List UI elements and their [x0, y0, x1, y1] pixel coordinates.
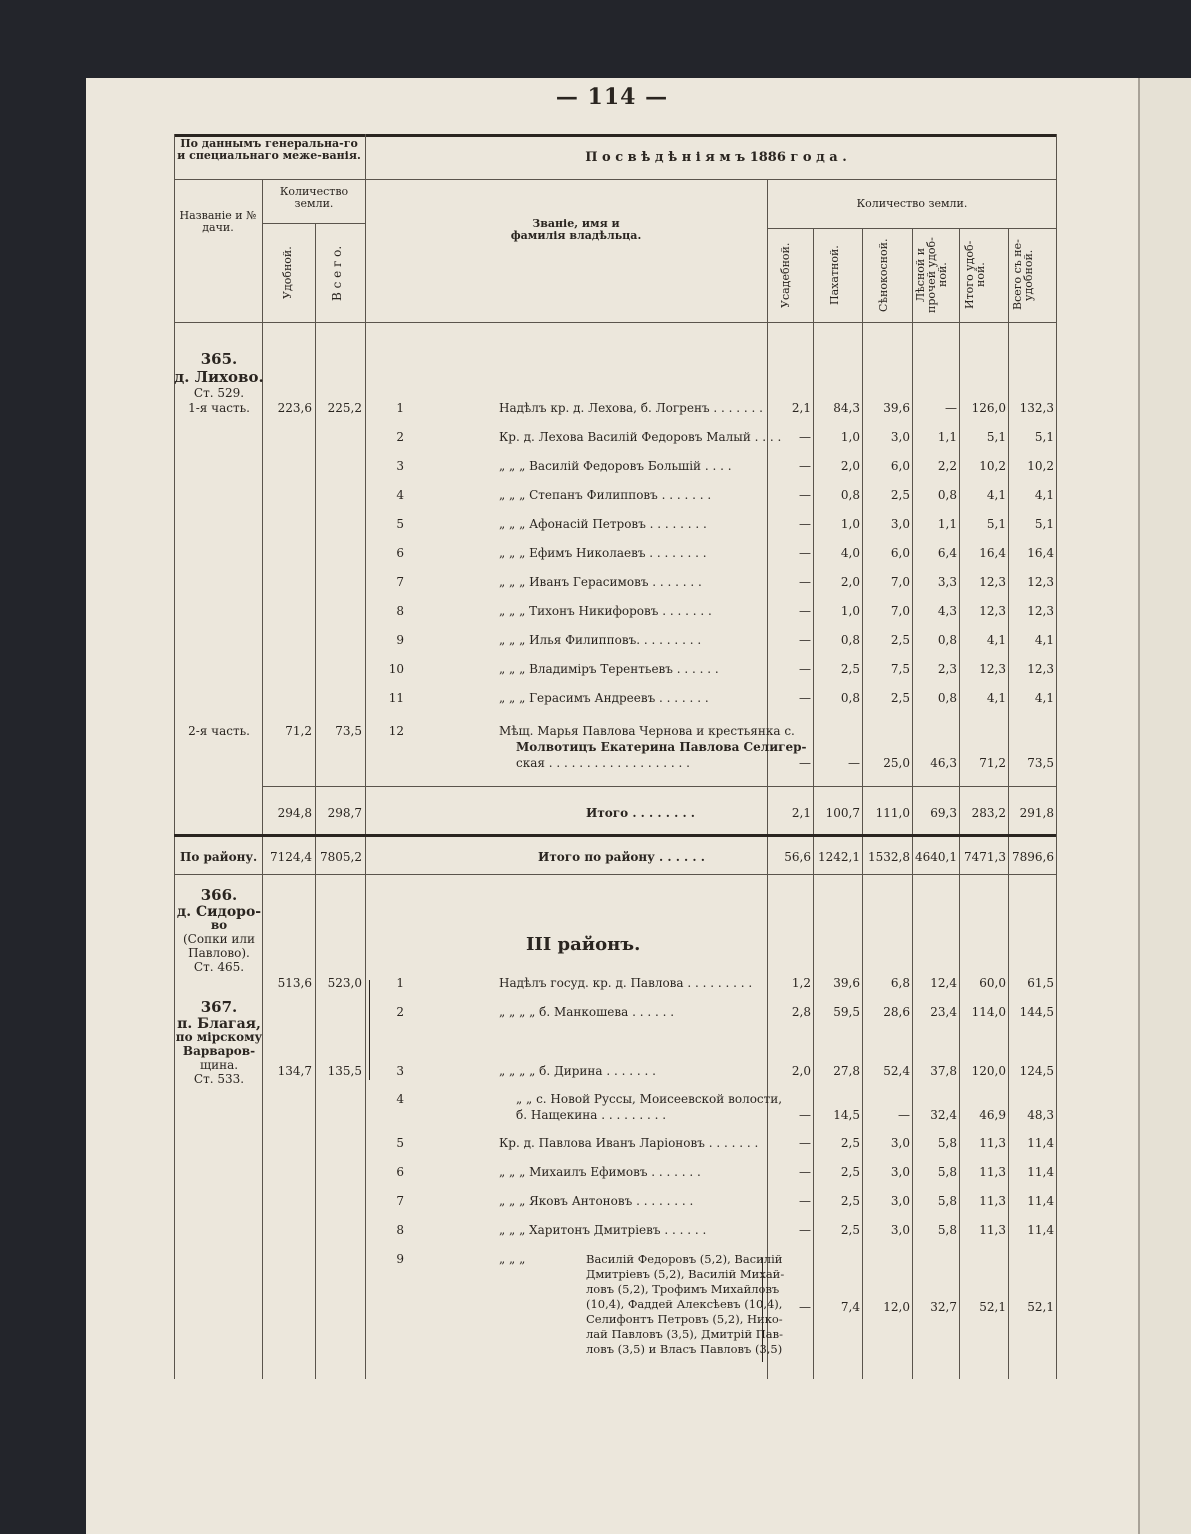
header-left-title: По даннымъ генеральна-го и специальнаго меже-ванія.: [177, 137, 361, 162]
s1-row-val-1: 2,0: [840, 575, 860, 589]
header-col-itogo-ud: Итого удоб-ной.: [963, 240, 987, 310]
s2b-row-val-1: 2,5: [840, 1136, 860, 1150]
s1-row-val-1: 1,0: [840, 430, 860, 444]
s1-row-val-1: 4,0: [840, 546, 860, 560]
s2-row4-val-0: —: [799, 1108, 811, 1122]
s2b-row-val-5: 11,4: [1027, 1136, 1054, 1150]
district-val-3: 4640,1: [915, 850, 957, 864]
s1-row-val-4: 12,3: [979, 662, 1006, 676]
s1-row-val-3: 0,8: [937, 691, 957, 705]
d367-name-line: п. Благая,: [177, 1016, 261, 1032]
section1-total-label: Итого . . . . . . . .: [586, 806, 695, 820]
s1-row-val-5: 5,1: [1034, 430, 1054, 444]
d367-vsego: 135,5: [327, 1064, 362, 1078]
s1-row-val-3: 2,2: [937, 459, 957, 473]
header-rule-1: [174, 179, 1056, 180]
header-main-title: П о с в ѣ д ѣ н і я м ъ 1886 г о д а .: [585, 150, 847, 165]
s1-row-val-2: 7,0: [890, 575, 910, 589]
s2-row-val-2: 6,8: [890, 976, 910, 990]
rule-owner: [767, 179, 768, 1379]
header-col-pakh: Пахатной.: [828, 245, 841, 305]
d367-udob: 134,7: [277, 1064, 312, 1078]
district-val-4: 7471,3: [964, 850, 1006, 864]
s1-row-number: 7: [396, 575, 404, 589]
s2b-row-number: 8: [396, 1223, 404, 1237]
s1-row-val-3: 1,1: [937, 430, 957, 444]
header-col-qty-right: Количество земли.: [856, 197, 968, 210]
header-col-usad: Усадебной.: [779, 242, 792, 308]
total-val-5: 291,8: [1019, 806, 1054, 820]
s2b-row-val-0: —: [799, 1223, 811, 1237]
s2-row-val-3: 12,4: [930, 976, 957, 990]
s1-row-val-4: 12,3: [979, 604, 1006, 618]
s1-row-owner: „ „ „ Василій Федоровъ Большій . . . .: [499, 459, 732, 473]
s1-row-val-0: 2,1: [791, 401, 811, 415]
dacha-number: 365.: [200, 350, 238, 368]
s2-row9-val-3: 32,7: [930, 1300, 957, 1314]
s2-row9-line: ловъ (5,2), Трофимъ Михайловъ: [586, 1282, 780, 1296]
s2b-row-val-2: 3,0: [890, 1165, 910, 1179]
s1-row-val-1: 1,0: [840, 517, 860, 531]
s2-row9-line: ловъ (3,5) и Власъ Павловъ (3,5): [586, 1342, 783, 1356]
s2-row9-line: (10,4), Фаддей Алексѣевъ (10,4),: [586, 1297, 783, 1311]
s1-row-val-2: 6,0: [890, 459, 910, 473]
s2-row4-val-3: 32,4: [930, 1108, 957, 1122]
s2b-row-val-2: 3,0: [890, 1223, 910, 1237]
s2b-row-val-5: 11,4: [1027, 1165, 1054, 1179]
s2b-row-number: 5: [396, 1136, 404, 1150]
header-col-qty: Количество земли.: [279, 185, 349, 210]
s1-row-val-3: —: [945, 401, 957, 415]
s1-row-number: 10: [388, 662, 404, 676]
d366-udob: 513,6: [277, 976, 312, 990]
s1-row-val-0: —: [799, 691, 811, 705]
district-rule-2: [174, 874, 1056, 875]
total-udob: 294,8: [277, 806, 312, 820]
rule-name: [262, 179, 263, 1379]
s2-row-val-1: 39,6: [833, 976, 860, 990]
s1-row-owner: „ „ „ Тихонъ Никифоровъ . . . . . . .: [499, 604, 712, 618]
s1-row-val-1: 2,5: [840, 662, 860, 676]
total-val-1: 100,7: [825, 806, 860, 820]
row12-line3: ская . . . . . . . . . . . . . . . . . . .: [516, 756, 690, 770]
s2-row9-val-5: 52,1: [1027, 1300, 1054, 1314]
s1-row-val-2: 2,5: [890, 488, 910, 502]
d367-name-line: по мірскому: [175, 1030, 263, 1044]
header-col-vsego: В с е г о.: [330, 245, 344, 301]
d366-name-line: (Сопки или: [182, 932, 256, 946]
dacha-st: Ст. 529.: [193, 386, 245, 400]
row12-line2: Молвотицъ Екатерина Павлова Селигер-: [516, 740, 807, 754]
s2-row4-val-1: 14,5: [833, 1108, 860, 1122]
header-col-senok: Сѣнокосной.: [877, 238, 890, 312]
s1-row-val-0: —: [799, 575, 811, 589]
s2b-row-val-0: —: [799, 1165, 811, 1179]
s1-row-val-2: 7,5: [890, 662, 910, 676]
s1-row-owner: Кр. д. Лехова Василій Федоровъ Малый . . . .: [499, 430, 782, 444]
s2-row-val-0: 2,8: [791, 1005, 811, 1019]
s1-row-val-4: 10,2: [979, 459, 1006, 473]
s1-row-val-3: 0,8: [937, 488, 957, 502]
header-col-vsego-neud: Всего съ не-удобной.: [1011, 239, 1035, 311]
d367-name-line: щина.: [199, 1058, 239, 1072]
s2b-row-val-4: 11,3: [979, 1136, 1006, 1150]
s1-row-val-4: 4,1: [986, 691, 1006, 705]
s2-row4-val-5: 48,3: [1027, 1108, 1054, 1122]
s2-row-val-3: 23,4: [930, 1005, 957, 1019]
d366-name-line: во: [210, 918, 228, 932]
s1-row-val-0: —: [799, 488, 811, 502]
rule-right: [1056, 134, 1057, 1379]
d366-name-line: Ст. 465.: [193, 960, 245, 974]
s2-row-owner: „ „ „ „ б. Манкошева . . . . . .: [499, 1005, 675, 1019]
s1-row-val-1: 84,3: [833, 401, 860, 415]
s1-row-val-5: 10,2: [1027, 459, 1054, 473]
row12-val-2: 25,0: [883, 756, 910, 770]
d366-name-line: Павлово).: [188, 946, 250, 960]
header-rule-qty-left: [262, 223, 365, 224]
s1-row-owner: „ „ „ Илья Филипповъ. . . . . . . . .: [499, 633, 702, 647]
s1-row-number: 6: [396, 546, 404, 560]
s1-row-val-2: 2,5: [890, 633, 910, 647]
district-total-name: Итого по району . . . . . .: [538, 850, 705, 864]
s2b-row-val-2: 3,0: [890, 1136, 910, 1150]
s1-row-val-2: 7,0: [890, 604, 910, 618]
s1-row-number: 11: [388, 691, 404, 705]
s2b-row-val-3: 5,8: [937, 1223, 957, 1237]
row9-brace: [762, 1258, 763, 1362]
s1-row-val-1: 2,0: [840, 459, 860, 473]
s1-row-val-0: —: [799, 546, 811, 560]
s2-row4-line1: „ „ с. Новой Руссы, Моисеевской волости,: [516, 1092, 783, 1106]
s1-row-val-2: 2,5: [890, 691, 910, 705]
row12-val-3: 46,3: [930, 756, 957, 770]
district-rule: [174, 834, 1056, 837]
s1-row-val-5: 12,3: [1027, 662, 1054, 676]
s1-row-val-5: 12,3: [1027, 604, 1054, 618]
s2-row-val-4: 60,0: [979, 976, 1006, 990]
s2b-row-val-4: 11,3: [979, 1165, 1006, 1179]
header-col-les: Лѣсной и прочей удоб-ной.: [914, 237, 949, 313]
dacha-part1: 1-я часть.: [188, 401, 250, 415]
s2b-row-val-1: 2,5: [840, 1223, 860, 1237]
row12-line1: Мѣщ. Марья Павлова Чернова и крестьянка с.: [499, 724, 795, 738]
section1-sum-rule: [262, 786, 1056, 787]
s2-row9-prefix: „ „ „: [499, 1252, 526, 1266]
s2b-row-val-3: 5,8: [937, 1194, 957, 1208]
s2b-row-number: 7: [396, 1194, 404, 1208]
s1-row-val-4: 4,1: [986, 488, 1006, 502]
s2-row-val-0: 2,0: [791, 1064, 811, 1078]
s2b-row-val-1: 2,5: [840, 1165, 860, 1179]
row12-val-4: 71,2: [979, 756, 1006, 770]
s1-row-val-3: 0,8: [937, 633, 957, 647]
s2-row9-line: лай Павловъ (3,5), Дмитрій Пав-: [586, 1327, 784, 1341]
header-col-name: Названіе и № дачи.: [179, 209, 257, 234]
s2b-row-val-1: 2,5: [840, 1194, 860, 1208]
rule-pakh: [862, 228, 863, 1379]
s2-row-val-1: 27,8: [833, 1064, 860, 1078]
s1-row-val-3: 3,3: [937, 575, 957, 589]
s1-row-number: 5: [396, 517, 404, 531]
s1-row-number: 4: [396, 488, 404, 502]
s1-row-val-5: 4,1: [1034, 633, 1054, 647]
rule-left: [174, 134, 175, 1379]
rule-udob: [315, 223, 316, 1379]
s1-row-val-3: 1,1: [937, 517, 957, 531]
s1-row-val-3: 6,4: [937, 546, 957, 560]
s1-row-val-5: 5,1: [1034, 517, 1054, 531]
adjacent-page-edge: [1138, 78, 1191, 1534]
s2-row-val-2: 52,4: [883, 1064, 910, 1078]
s1-row-number: 9: [396, 633, 404, 647]
s1-row-val-5: 12,3: [1027, 575, 1054, 589]
s1-row-val-1: 1,0: [840, 604, 860, 618]
header-rule-bottom: [174, 322, 1056, 323]
s2b-row-val-4: 11,3: [979, 1194, 1006, 1208]
d366-vsego: 523,0: [327, 976, 362, 990]
s1-row-val-5: 4,1: [1034, 488, 1054, 502]
row12-val-0: —: [799, 756, 811, 770]
header-rule-qty: [767, 228, 1056, 229]
district-val-0: 56,6: [784, 850, 811, 864]
s2-row-val-5: 144,5: [1019, 1005, 1054, 1019]
s2b-row-val-3: 5,8: [937, 1136, 957, 1150]
s2-row-val-2: 28,6: [883, 1005, 910, 1019]
district-udob: 7124,4: [270, 850, 312, 864]
s1-row-val-1: 0,8: [840, 691, 860, 705]
total-vsego: 298,7: [327, 806, 362, 820]
s2-row9-val-0: —: [799, 1300, 811, 1314]
s2-row-owner: „ „ „ „ б. Дирина . . . . . . .: [499, 1064, 656, 1078]
s2-row4-number: 4: [396, 1092, 404, 1106]
s1-row-val-4: 5,1: [986, 430, 1006, 444]
s1-row-owner: „ „ „ Герасимъ Андреевъ . . . . . . .: [499, 691, 709, 705]
s2-row9-line: Селифонтъ Петровъ (5,2), Нико-: [586, 1312, 783, 1326]
s2-row9-val-1: 7,4: [840, 1300, 860, 1314]
s1-row-owner: „ „ „ Иванъ Герасимовъ . . . . . . .: [499, 575, 702, 589]
s2-row-number: 1: [396, 976, 404, 990]
s2b-row-val-0: —: [799, 1194, 811, 1208]
s1-row-val-1: 0,8: [840, 633, 860, 647]
s1-row-val-4: 12,3: [979, 575, 1006, 589]
district-val-2: 1532,8: [868, 850, 910, 864]
d367-name-line: Ст. 533.: [193, 1072, 245, 1086]
s1-row-owner: Надѣлъ кр. д. Лехова, б. Логренъ . . . . . . .: [499, 401, 763, 415]
rule-vsego: [365, 134, 366, 1379]
s1-row-val-4: 126,0: [971, 401, 1006, 415]
s1-row-val-2: 39,6: [883, 401, 910, 415]
s1-row-val-2: 6,0: [890, 546, 910, 560]
header-col-owner: Званіе, имя и фамилія владѣльца.: [510, 217, 642, 242]
part2-vsego: 73,5: [335, 724, 362, 738]
s2-row4-line2: б. Нащекина . . . . . . . . .: [516, 1108, 667, 1122]
s1-row-val-0: —: [799, 604, 811, 618]
s1-row-val-4: 16,4: [979, 546, 1006, 560]
s1-row-owner: „ „ „ Владиміръ Терентьевъ . . . . . .: [499, 662, 719, 676]
row12-val-1: —: [848, 756, 860, 770]
s1-row-val-2: 3,0: [890, 517, 910, 531]
s2-row-val-3: 37,8: [930, 1064, 957, 1078]
s2b-row-owner: „ „ „ Яковъ Антоновъ . . . . . . . .: [499, 1194, 694, 1208]
s2-row9-number: 9: [396, 1252, 404, 1266]
district-val-5: 7896,6: [1012, 850, 1054, 864]
total-val-3: 69,3: [930, 806, 957, 820]
page-number: — 114 —: [555, 84, 669, 110]
total-val-2: 111,0: [875, 806, 910, 820]
s2-row-val-1: 59,5: [833, 1005, 860, 1019]
s1-row-val-0: —: [799, 430, 811, 444]
s1-row-owner: „ „ „ Афонасій Петровъ . . . . . . . .: [499, 517, 707, 531]
s2-row-val-0: 1,2: [791, 976, 811, 990]
s2b-row-val-2: 3,0: [890, 1194, 910, 1208]
s1-row-val-3: 2,3: [937, 662, 957, 676]
row12-number: 12: [388, 724, 404, 738]
s2-row-val-4: 120,0: [971, 1064, 1006, 1078]
s2-row4-val-2: —: [898, 1108, 910, 1122]
s2b-row-val-4: 11,3: [979, 1223, 1006, 1237]
s1-row-val-3: 4,3: [937, 604, 957, 618]
s1-row-val-5: 4,1: [1034, 691, 1054, 705]
s1-row-val-2: 3,0: [890, 430, 910, 444]
brace-366-367: [369, 980, 370, 1080]
s2b-row-val-5: 11,4: [1027, 1223, 1054, 1237]
s2-row9-line: Василій Федоровъ (5,2), Василій: [586, 1252, 783, 1266]
s2-row4-val-4: 46,9: [979, 1108, 1006, 1122]
s2-row9-val-4: 52,1: [979, 1300, 1006, 1314]
s1-row-owner: „ „ „ Ефимъ Николаевъ . . . . . . . .: [499, 546, 707, 560]
s2b-row-val-3: 5,8: [937, 1165, 957, 1179]
total-val-0: 2,1: [791, 806, 811, 820]
dacha-part2: 2-я часть.: [188, 724, 250, 738]
s2-row-owner: Надѣлъ госуд. кр. д. Павлова . . . . . . . . .: [499, 976, 753, 990]
s2b-row-val-5: 11,4: [1027, 1194, 1054, 1208]
part1-udob: 223,6: [277, 401, 312, 415]
s1-row-val-5: 132,3: [1019, 401, 1054, 415]
s1-row-val-0: —: [799, 633, 811, 647]
part1-vsego: 225,2: [327, 401, 362, 415]
s2b-row-owner: Кр. д. Павлова Иванъ Ларіоновъ . . . . . . .: [499, 1136, 759, 1150]
s1-row-number: 3: [396, 459, 404, 473]
s1-row-val-0: —: [799, 517, 811, 531]
district-title: III районъ.: [526, 934, 641, 955]
d367-number: 367.: [200, 998, 238, 1016]
s2b-row-owner: „ „ „ Михаилъ Ефимовъ . . . . . . .: [499, 1165, 701, 1179]
district-vsego: 7805,2: [320, 850, 362, 864]
s1-row-val-0: —: [799, 662, 811, 676]
document-page: [86, 78, 1138, 1534]
s2-row-val-4: 114,0: [971, 1005, 1006, 1019]
s2-row-number: 2: [396, 1005, 404, 1019]
s2-row-val-5: 124,5: [1019, 1064, 1054, 1078]
dacha-name: д. Лихово.: [174, 368, 264, 386]
s1-row-number: 1: [396, 401, 404, 415]
s2b-row-val-0: —: [799, 1136, 811, 1150]
s1-row-val-4: 4,1: [986, 633, 1006, 647]
s1-row-val-5: 16,4: [1027, 546, 1054, 560]
s1-row-owner: „ „ „ Степанъ Филипповъ . . . . . . .: [499, 488, 712, 502]
s2-row9-val-2: 12,0: [883, 1300, 910, 1314]
header-col-udobnoy: Удобной.: [281, 246, 294, 300]
s1-row-val-4: 5,1: [986, 517, 1006, 531]
s2-row-val-5: 61,5: [1027, 976, 1054, 990]
row12-val-5: 73,5: [1027, 756, 1054, 770]
part2-udob: 71,2: [285, 724, 312, 738]
d366-name-line: д. Сидоро-: [176, 904, 262, 920]
s1-row-number: 2: [396, 430, 404, 444]
s1-row-val-1: 0,8: [840, 488, 860, 502]
total-val-4: 283,2: [971, 806, 1006, 820]
s2-row9-line: Дмитріевъ (5,2), Василій Михай-: [586, 1267, 785, 1281]
s1-row-number: 8: [396, 604, 404, 618]
d367-name-line: Варваров-: [182, 1044, 256, 1058]
s1-row-val-0: —: [799, 459, 811, 473]
s2b-row-number: 6: [396, 1165, 404, 1179]
district-total-label: По району.: [180, 850, 258, 864]
district-val-1: 1242,1: [818, 850, 860, 864]
s2b-row-owner: „ „ „ Харитонъ Дмитріевъ . . . . . .: [499, 1223, 707, 1237]
s2-row-number: 3: [396, 1064, 404, 1078]
d366-number: 366.: [200, 886, 238, 904]
